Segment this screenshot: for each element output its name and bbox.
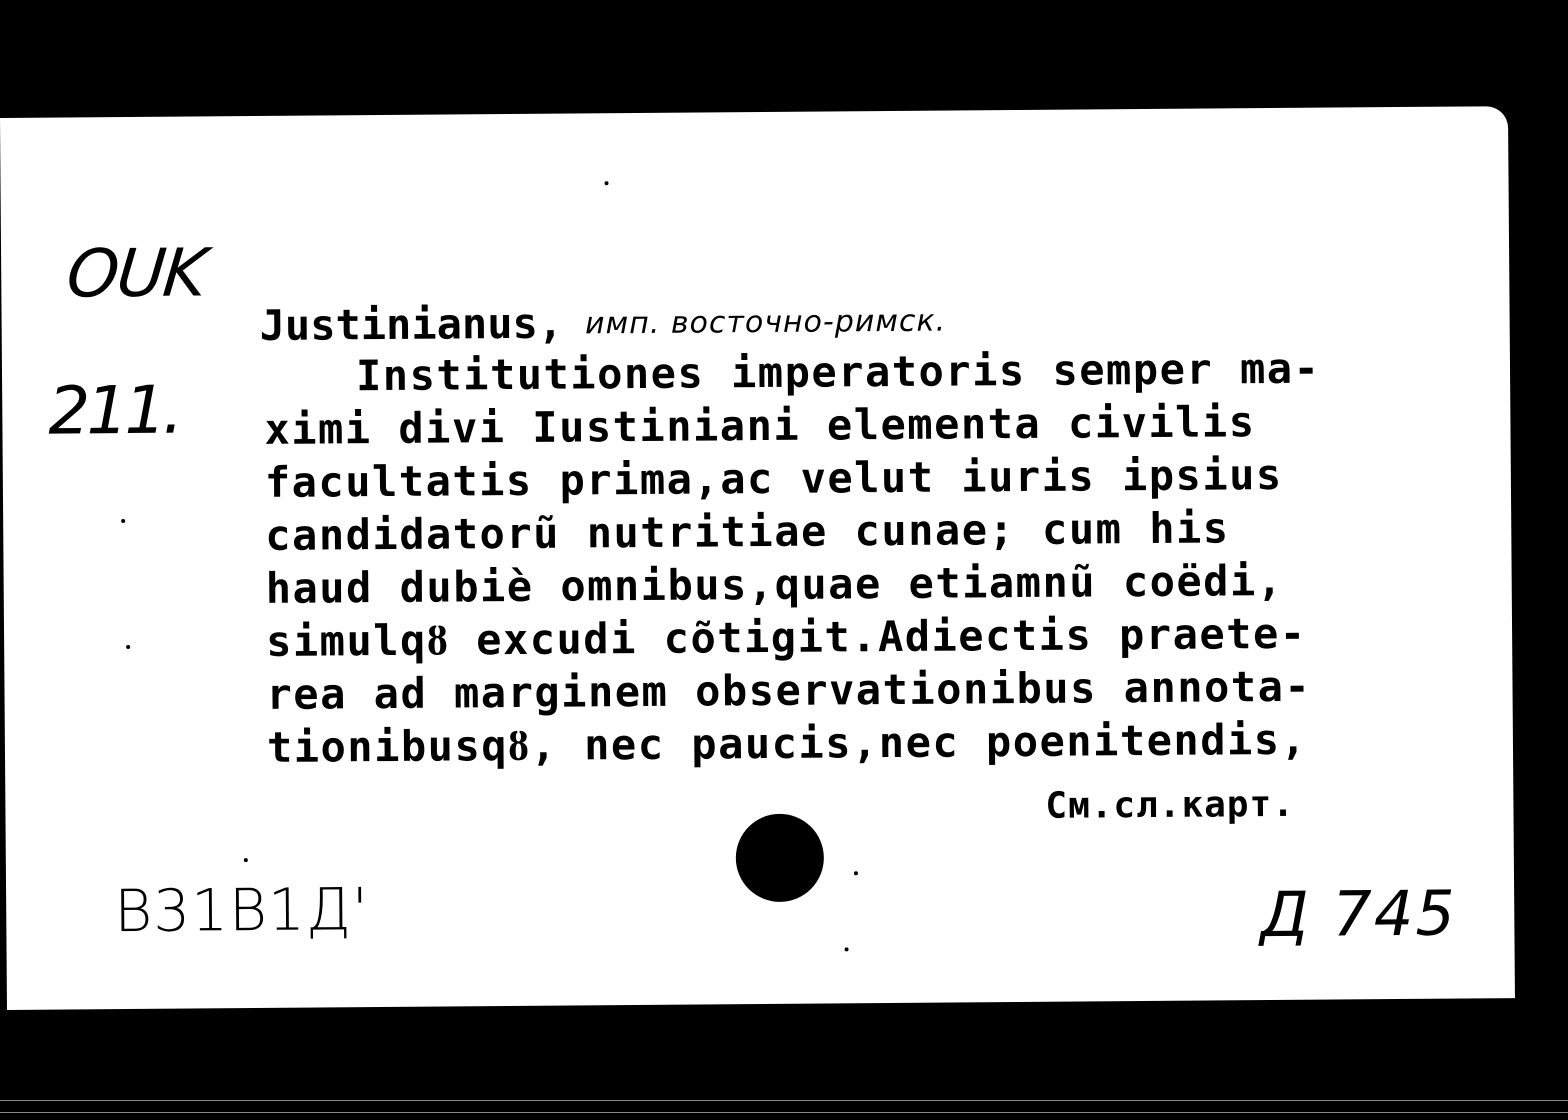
title-description xyxy=(264,342,1324,774)
scan-speck xyxy=(244,858,248,862)
scan-speck xyxy=(126,645,130,649)
call-number: B31B1Д' xyxy=(113,875,370,946)
punch-hole xyxy=(735,814,824,903)
text-line: tionibusqȣ, nec paucis,nec poenitendis, xyxy=(266,714,1308,772)
shelf-mark-top: OUK xyxy=(63,234,209,313)
scan-speck xyxy=(845,947,849,951)
scan-speck xyxy=(854,871,858,875)
shelf-mark-bottom: 211. xyxy=(48,371,180,450)
author-note: имп. восточно-римск. xyxy=(584,303,947,342)
see-next-card-note: См.сл.карт. xyxy=(1045,783,1296,827)
text-line: simulqȣ excudi cõtigit.Adiectis praete- xyxy=(265,608,1307,666)
text-line: facultatis prima,ac velut iuris ipsius xyxy=(264,449,1283,507)
scan-edge-line xyxy=(0,1112,1568,1113)
text-line: candidatorũ nutritiae cunae; cum his xyxy=(265,503,1230,560)
scan-edge-line xyxy=(0,1100,1568,1101)
text-line: haud dubiè omnibus,quae etiamnũ coëdi, xyxy=(265,555,1284,613)
text-line: rea ad marginem observationibus annota- xyxy=(266,661,1312,719)
author-heading: Justinianus, xyxy=(259,298,564,350)
text-line: Institutiones imperatoris semper ma- xyxy=(355,343,1321,401)
inventory-number: Д 745 xyxy=(1260,876,1458,952)
scan-speck xyxy=(121,519,125,523)
heading-row xyxy=(259,296,946,350)
catalog-card xyxy=(0,106,1515,1010)
scan-speck xyxy=(605,181,609,185)
text-line: ximi divi Iustiniani elementa civilis xyxy=(264,397,1256,454)
